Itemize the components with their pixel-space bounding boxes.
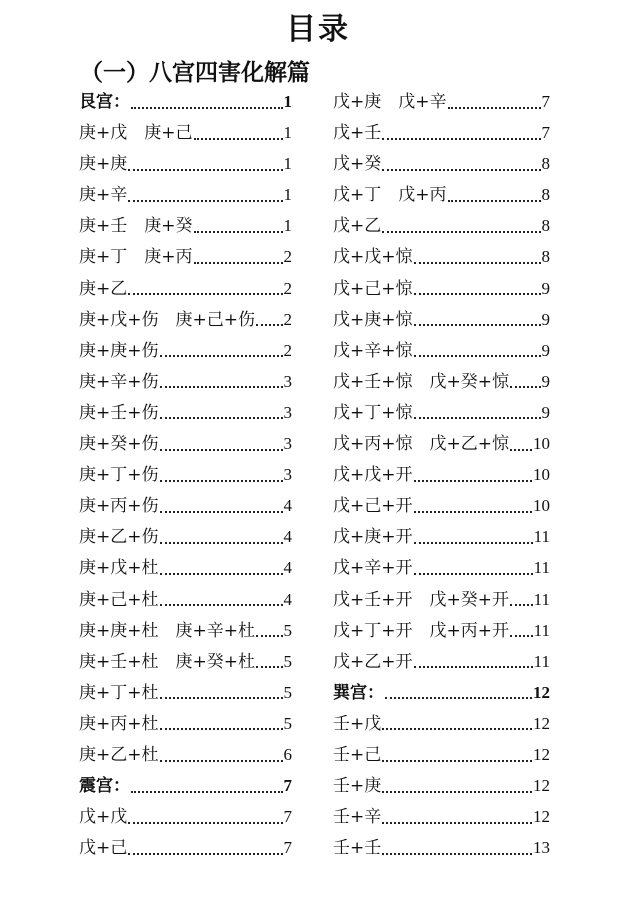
toc-entry-page: 1 bbox=[283, 92, 292, 111]
dot-leader bbox=[131, 107, 283, 109]
toc-entry-label: 壬+己 bbox=[333, 744, 382, 765]
toc-entry bbox=[333, 490, 550, 521]
toc-heading-entry bbox=[79, 770, 292, 801]
toc-entry-page: 12 bbox=[533, 776, 550, 796]
toc-entry-label: 戊+庚+惊 bbox=[333, 309, 413, 330]
toc-entry-page: 3 bbox=[283, 402, 292, 422]
toc-entry bbox=[79, 179, 292, 210]
dot-leader bbox=[128, 293, 282, 295]
toc-entry-label: 庚+己+杜 bbox=[79, 589, 159, 610]
toc-entry-page: 5 bbox=[283, 713, 292, 733]
toc-entry-page: 8 bbox=[541, 216, 550, 236]
toc-entry bbox=[79, 521, 292, 552]
toc-entry bbox=[79, 148, 292, 179]
toc-entry-label: 庚+乙+杜 bbox=[79, 744, 159, 765]
toc-entry-page: 2 bbox=[283, 247, 292, 267]
toc-entry bbox=[333, 335, 550, 366]
dot-leader bbox=[160, 511, 283, 513]
toc-entry-label: 戊+己+开 bbox=[333, 496, 413, 517]
dot-leader bbox=[256, 324, 283, 326]
toc-entry-page: 9 bbox=[541, 340, 550, 360]
dot-leader bbox=[128, 200, 282, 202]
toc-entry-page: 5 bbox=[283, 682, 292, 702]
toc-entry-label: 庚+乙+伤 bbox=[79, 527, 159, 548]
toc-entry bbox=[79, 708, 292, 739]
toc-entry-label: 壬+壬 bbox=[333, 838, 382, 859]
dot-leader bbox=[382, 231, 540, 233]
toc-entry-page: 11 bbox=[533, 651, 550, 671]
dot-leader bbox=[382, 138, 540, 140]
toc-entry-label: 庚+丁 庚+丙 bbox=[79, 247, 193, 268]
toc-entry-page: 12 bbox=[533, 682, 550, 702]
dot-leader bbox=[382, 791, 532, 793]
toc-entry-page: 11 bbox=[533, 558, 550, 578]
toc-entry-page: 11 bbox=[533, 527, 550, 547]
toc-entry-page: 7 bbox=[541, 92, 550, 111]
toc-entry-page: 12 bbox=[533, 744, 550, 764]
toc-entry bbox=[333, 241, 550, 272]
toc-entry bbox=[333, 148, 550, 179]
toc-entry bbox=[333, 832, 550, 863]
toc-entry bbox=[333, 801, 550, 832]
toc-entry-page: 3 bbox=[283, 465, 292, 485]
toc-entry-page: 5 bbox=[283, 620, 292, 640]
dot-leader bbox=[194, 138, 283, 140]
toc-entry-label: 戊+辛+开 bbox=[333, 558, 413, 579]
toc-entry-label: 戊+辛+惊 bbox=[333, 340, 413, 361]
toc-entry bbox=[79, 459, 292, 490]
dot-leader bbox=[160, 542, 283, 544]
toc-entry bbox=[333, 273, 550, 304]
toc-entry bbox=[333, 459, 550, 490]
dot-leader bbox=[256, 635, 283, 637]
dot-leader bbox=[414, 480, 533, 482]
toc-entry bbox=[79, 366, 292, 397]
toc-entry-page: 1 bbox=[283, 154, 292, 174]
dot-leader bbox=[414, 324, 541, 326]
toc-entry-label: 戊+乙+开 bbox=[333, 651, 413, 672]
toc-entry bbox=[333, 304, 550, 335]
toc-entry bbox=[333, 770, 550, 801]
toc-entry-label: 戊+丁+惊 bbox=[333, 402, 413, 423]
toc-entry bbox=[79, 584, 292, 615]
toc-entry bbox=[79, 397, 292, 428]
toc-entry bbox=[333, 646, 550, 677]
toc-entry-label: 戊+丙+惊 戊+乙+惊 bbox=[333, 434, 509, 455]
toc-entry bbox=[79, 739, 292, 770]
toc-entry bbox=[333, 552, 550, 583]
toc-entry-page: 10 bbox=[533, 465, 550, 485]
toc-entry bbox=[79, 241, 292, 272]
toc-left-column bbox=[79, 86, 292, 863]
toc-entry-page: 8 bbox=[541, 185, 550, 205]
toc-entry-label: 戊+庚+开 bbox=[333, 527, 413, 548]
dot-leader bbox=[448, 200, 541, 202]
toc-entry-label: 庚+庚+伤 bbox=[79, 340, 159, 361]
toc-entry bbox=[333, 708, 550, 739]
dot-leader bbox=[160, 417, 283, 419]
toc-entry-label: 庚+丙+杜 bbox=[79, 713, 159, 734]
toc-heading-entry bbox=[333, 677, 550, 708]
dot-leader bbox=[160, 728, 283, 730]
dot-leader bbox=[256, 666, 283, 668]
toc-entry-page: 7 bbox=[283, 776, 292, 796]
toc-entry-label: 壬+辛 bbox=[333, 807, 382, 828]
toc-entry-label: 戊+乙 bbox=[333, 216, 382, 237]
dot-leader bbox=[448, 107, 541, 109]
toc-entry-label: 庚+丙+伤 bbox=[79, 496, 159, 517]
toc-entry bbox=[79, 428, 292, 459]
dot-leader bbox=[160, 355, 283, 357]
toc-entry bbox=[79, 210, 292, 241]
dot-leader bbox=[194, 231, 283, 233]
toc-entry-page: 2 bbox=[283, 309, 292, 329]
dot-leader bbox=[385, 697, 532, 699]
toc-entry-label: 戊+壬+惊 戊+癸+惊 bbox=[333, 371, 509, 392]
toc-entry bbox=[79, 335, 292, 366]
dot-leader bbox=[160, 386, 283, 388]
toc-entry-label: 戊+癸 bbox=[333, 154, 382, 175]
dot-leader bbox=[382, 822, 532, 824]
toc-entry-page: 9 bbox=[541, 278, 550, 298]
toc-entry-label: 戊+戊 bbox=[79, 807, 128, 828]
dot-leader bbox=[160, 760, 283, 762]
toc-entry-page: 10 bbox=[533, 496, 550, 516]
toc-entry-page: 11 bbox=[533, 620, 550, 640]
toc-entry-label: 戊+庚 戊+辛 bbox=[333, 92, 447, 112]
toc-entry-label: 戊+戊+开 bbox=[333, 465, 413, 486]
toc-entry bbox=[333, 366, 550, 397]
section-title: （一）八宫四害化解篇 bbox=[80, 60, 310, 86]
toc-entry-label: 庚+戊 庚+己 bbox=[79, 123, 193, 144]
dot-leader bbox=[160, 697, 283, 699]
dot-leader bbox=[194, 262, 283, 264]
toc-entry bbox=[79, 615, 292, 646]
toc-entry-label: 戊+己+惊 bbox=[333, 278, 413, 299]
toc-entry-page: 4 bbox=[283, 496, 292, 516]
toc-entry-page: 9 bbox=[541, 309, 550, 329]
toc-entry-label: 巽宫： bbox=[333, 682, 384, 703]
toc-entry-label: 庚+壬+杜 庚+癸+杜 bbox=[79, 651, 255, 672]
toc-entry-page: 7 bbox=[541, 123, 550, 143]
toc-entry-page: 8 bbox=[541, 247, 550, 267]
toc-entry-page: 7 bbox=[283, 838, 292, 858]
toc-entry bbox=[79, 801, 292, 832]
toc-entry-page: 6 bbox=[283, 744, 292, 764]
toc-entry bbox=[333, 428, 550, 459]
page-title: 目录 bbox=[286, 12, 350, 47]
toc-entry-page: 4 bbox=[283, 589, 292, 609]
toc-heading-entry bbox=[79, 86, 292, 117]
toc-entry-page: 7 bbox=[283, 807, 292, 827]
dot-leader bbox=[382, 853, 532, 855]
toc-entry bbox=[79, 646, 292, 677]
toc-entry-page: 9 bbox=[541, 371, 550, 391]
dot-leader bbox=[414, 542, 533, 544]
toc-right-column bbox=[333, 86, 550, 863]
dot-leader bbox=[510, 449, 532, 451]
toc-entry-label: 庚+壬+伤 bbox=[79, 402, 159, 423]
toc-entry bbox=[333, 117, 550, 148]
toc-entry-page: 4 bbox=[283, 558, 292, 578]
dot-leader bbox=[160, 604, 283, 606]
toc-entry-label: 戊+丁+开 戊+丙+开 bbox=[333, 620, 509, 641]
toc-entry-label: 戊+壬+开 戊+癸+开 bbox=[333, 589, 509, 610]
toc-entry-page: 2 bbox=[283, 278, 292, 298]
toc-entry-label: 艮宫： bbox=[79, 92, 130, 112]
dot-leader bbox=[510, 386, 541, 388]
dot-leader bbox=[382, 169, 540, 171]
toc-entry-page: 2 bbox=[283, 340, 292, 360]
dot-leader bbox=[160, 449, 283, 451]
dot-leader bbox=[510, 604, 533, 606]
toc-entry-page: 11 bbox=[533, 589, 550, 609]
toc-entry-page: 13 bbox=[533, 838, 550, 858]
toc-entry-page: 1 bbox=[283, 216, 292, 236]
dot-leader bbox=[160, 480, 283, 482]
toc-entry-page: 9 bbox=[541, 402, 550, 422]
toc-entry-page: 5 bbox=[283, 651, 292, 671]
toc-entry-page: 3 bbox=[283, 371, 292, 391]
dot-leader bbox=[414, 573, 533, 575]
toc-entry-page: 4 bbox=[283, 527, 292, 547]
toc-entry-label: 戊+壬 bbox=[333, 123, 382, 144]
dot-leader bbox=[128, 822, 282, 824]
toc-entry-page: 12 bbox=[533, 807, 550, 827]
dot-leader bbox=[160, 573, 283, 575]
toc-entry-page: 8 bbox=[541, 154, 550, 174]
dot-leader bbox=[128, 853, 282, 855]
dot-leader bbox=[414, 666, 533, 668]
toc-entry-page: 1 bbox=[283, 185, 292, 205]
toc-entry-label: 庚+壬 庚+癸 bbox=[79, 216, 193, 237]
dot-leader bbox=[131, 791, 283, 793]
toc-entry bbox=[79, 304, 292, 335]
dot-leader bbox=[128, 169, 282, 171]
dot-leader bbox=[382, 728, 532, 730]
toc-entry bbox=[79, 677, 292, 708]
toc-entry-label: 庚+辛+伤 bbox=[79, 371, 159, 392]
toc-entry bbox=[333, 584, 550, 615]
toc-entry bbox=[79, 552, 292, 583]
toc-entry-label: 庚+戊+杜 bbox=[79, 558, 159, 579]
toc-entry bbox=[333, 739, 550, 770]
dot-leader bbox=[382, 760, 532, 762]
dot-leader bbox=[414, 511, 533, 513]
toc-entry bbox=[79, 117, 292, 148]
toc-entry-label: 庚+戊+伤 庚+己+伤 bbox=[79, 309, 255, 330]
toc-entry bbox=[333, 86, 550, 117]
toc-entry bbox=[79, 490, 292, 521]
toc-entry-label: 庚+丁+伤 bbox=[79, 465, 159, 486]
dot-leader bbox=[414, 262, 541, 264]
toc-entry-page: 12 bbox=[533, 713, 550, 733]
dot-leader bbox=[414, 293, 541, 295]
toc-entry-label: 庚+癸+伤 bbox=[79, 434, 159, 455]
dot-leader bbox=[510, 635, 533, 637]
toc-entry-label: 庚+乙 bbox=[79, 278, 128, 299]
toc-entry-label: 庚+丁+杜 bbox=[79, 682, 159, 703]
toc-entry-page: 10 bbox=[533, 434, 550, 454]
toc-entry-label: 庚+庚+杜 庚+辛+杜 bbox=[79, 620, 255, 641]
dot-leader bbox=[414, 355, 541, 357]
toc-entry-page: 1 bbox=[283, 123, 292, 143]
toc-entry-label: 庚+庚 bbox=[79, 154, 128, 175]
toc-entry bbox=[333, 615, 550, 646]
toc-entry bbox=[333, 521, 550, 552]
toc-entry-label: 戊+丁 戊+丙 bbox=[333, 185, 447, 206]
toc-entry-label: 戊+戊+惊 bbox=[333, 247, 413, 268]
toc-entry bbox=[333, 210, 550, 241]
toc-entry-label: 戊+己 bbox=[79, 838, 128, 859]
toc-entry-label: 壬+庚 bbox=[333, 776, 382, 797]
toc-entry bbox=[79, 832, 292, 863]
toc-entry-page: 3 bbox=[283, 434, 292, 454]
toc-entry-label: 庚+辛 bbox=[79, 185, 128, 206]
toc-entry-label: 壬+戊 bbox=[333, 713, 382, 734]
toc-entry bbox=[333, 179, 550, 210]
toc-entry-label: 震宫： bbox=[79, 776, 130, 797]
toc-entry bbox=[333, 397, 550, 428]
dot-leader bbox=[414, 417, 541, 419]
toc-entry bbox=[79, 273, 292, 304]
